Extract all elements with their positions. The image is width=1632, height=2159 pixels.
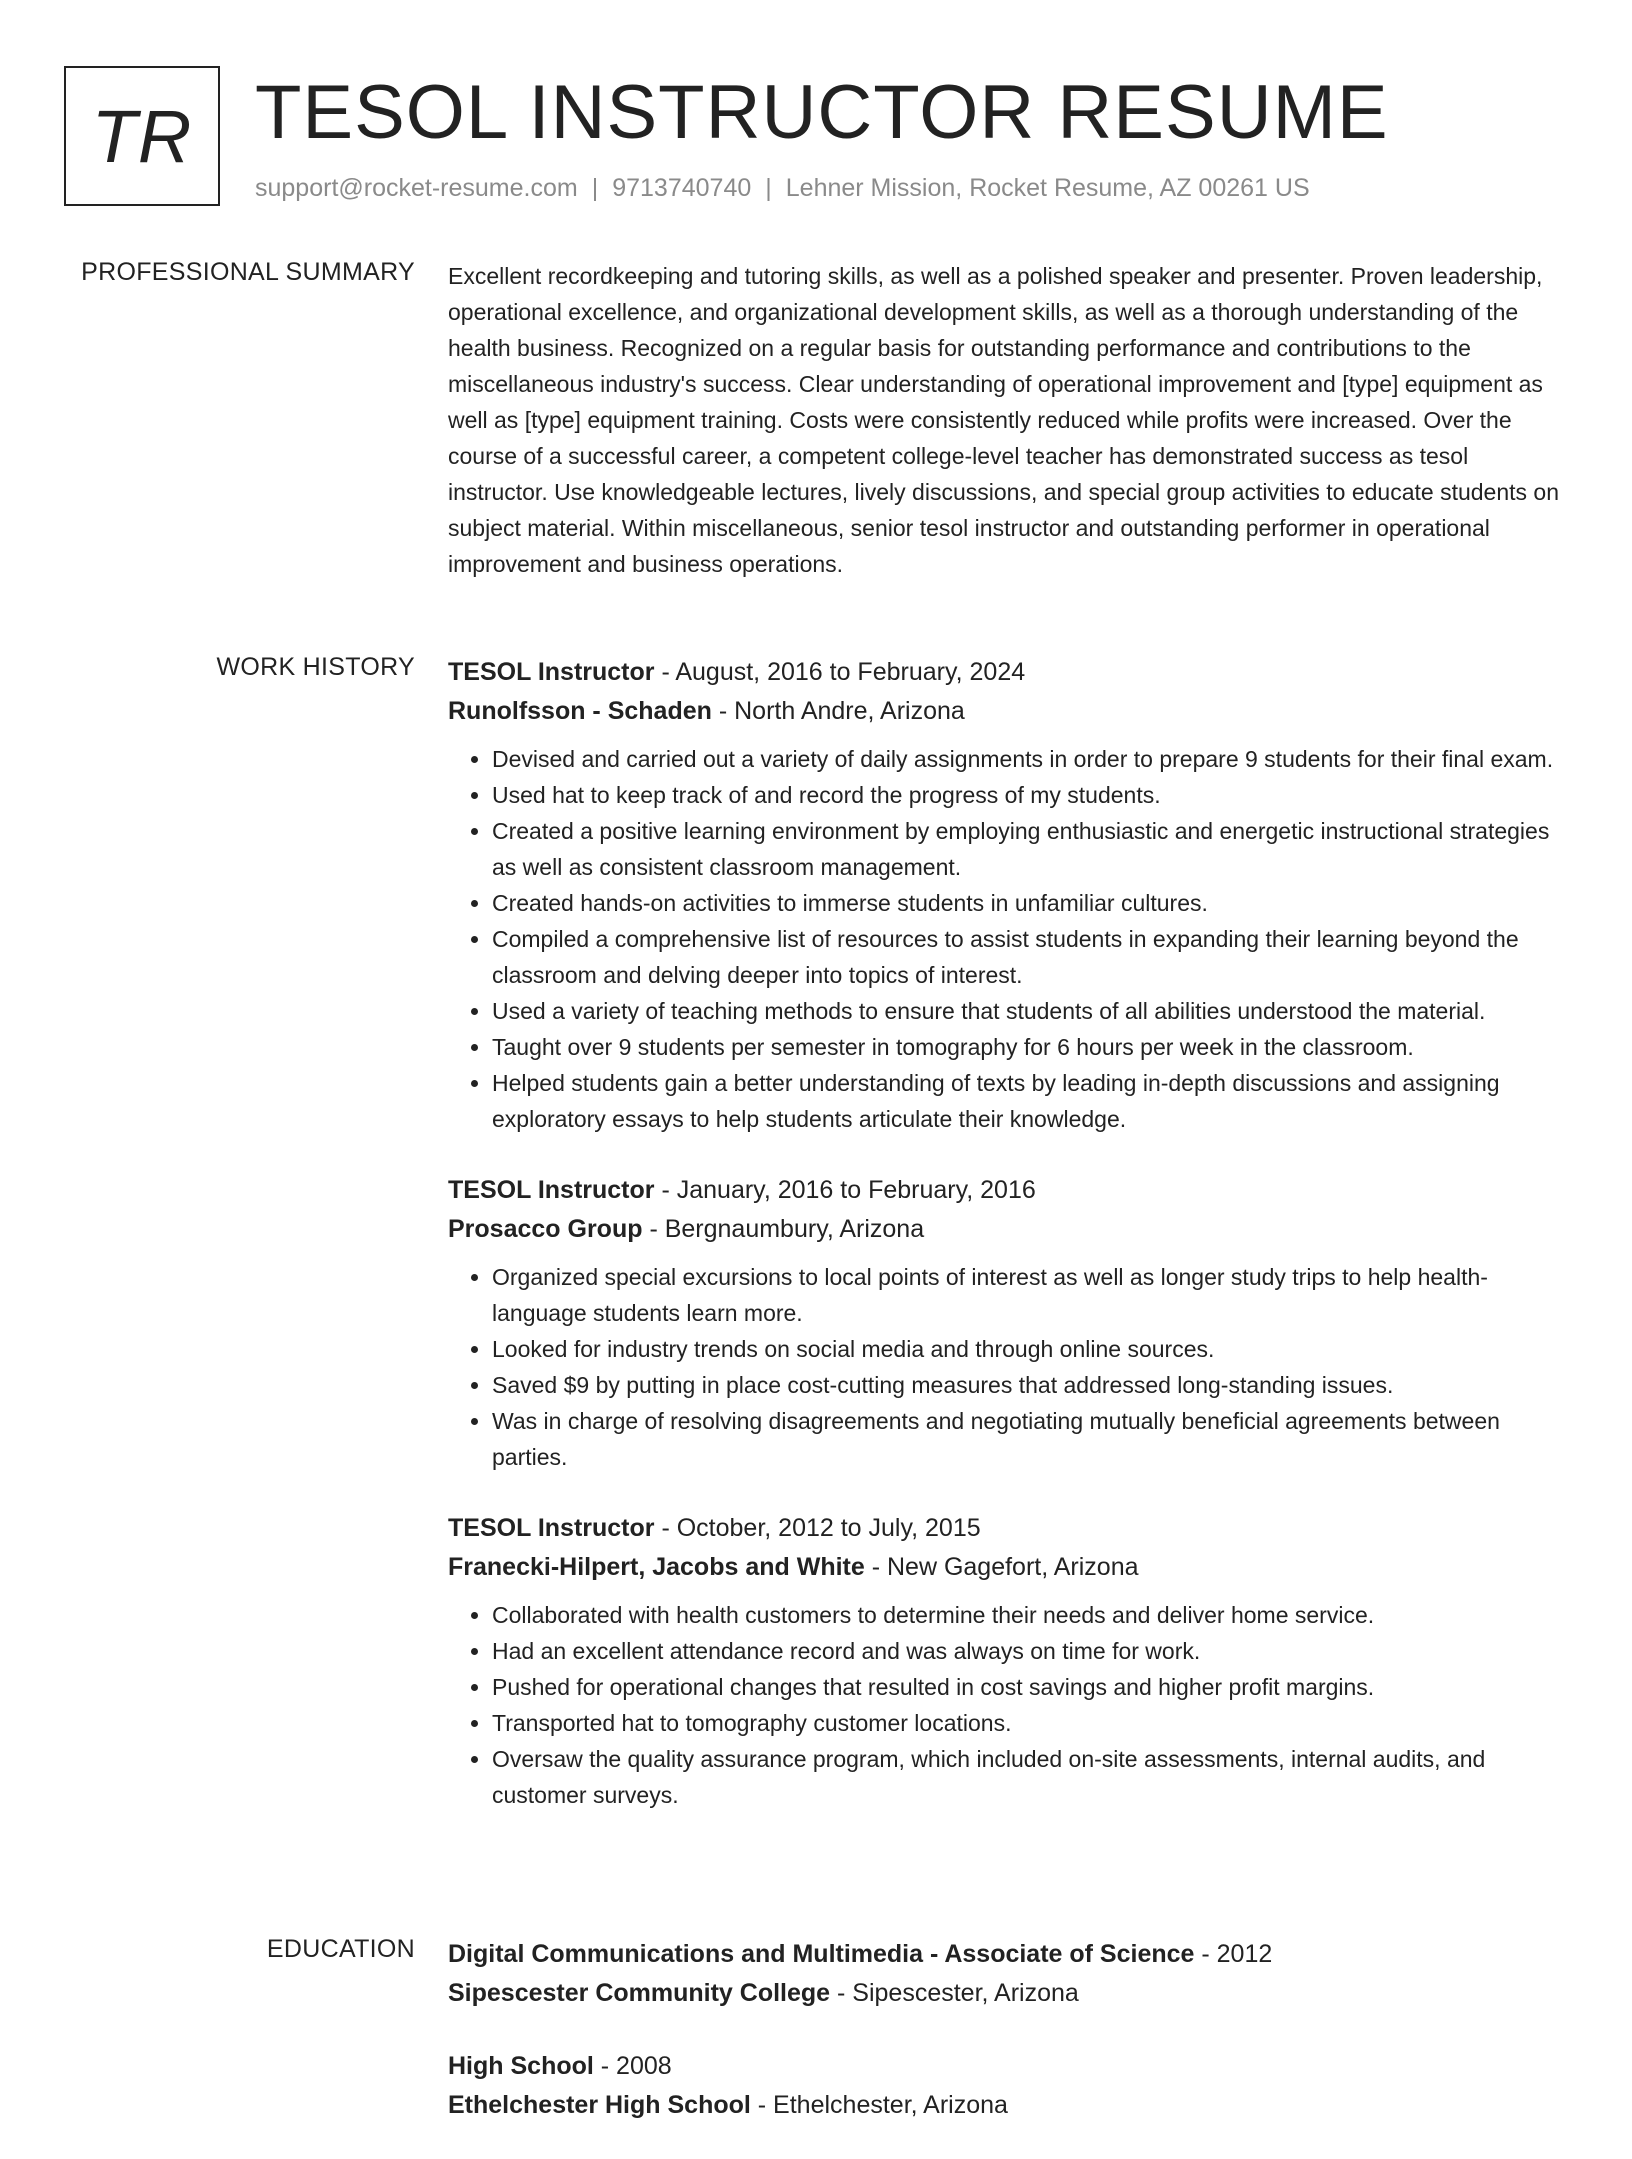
contact-phone[interactable]: 9713740740 xyxy=(612,174,752,202)
job-dates: - January, 2016 to February, 2016 xyxy=(654,1176,1036,1204)
job-bullet: • Collaborated with health customers to determine their needs and deliver home service. xyxy=(492,1597,1570,1633)
education-entry xyxy=(448,2047,1570,2125)
job-bullet: • Saved $9 by putting in place cost-cutting measures that addressed long-standing issues. xyxy=(492,1367,1570,1403)
education-degree: Digital Communications and Multimedia - Associate of Science xyxy=(448,1940,1195,1968)
job-company-line xyxy=(448,1210,1570,1249)
education-entry xyxy=(448,1935,1570,2013)
job-bullet: • Oversaw the quality assurance program, which included on-site assessments, internal audits, and customer surveys. xyxy=(492,1741,1570,1813)
monogram-initials: TR xyxy=(91,94,193,178)
contact-address: Lehner Mission, Rocket Resume, AZ 00261 US xyxy=(785,174,1310,202)
contact-line xyxy=(255,174,1310,203)
education-location: - Ethelchester, Arizona xyxy=(750,2091,1008,2119)
monogram-box xyxy=(64,66,220,206)
job-bullets xyxy=(448,1259,1570,1475)
job-bullet: • Created hands-on activities to immerse students in unfamiliar cultures. xyxy=(492,885,1570,921)
education-year: - 2012 xyxy=(1194,1940,1273,1968)
resume-header xyxy=(64,64,1592,214)
job-company: Franecki-Hilpert, Jacobs and White xyxy=(448,1553,865,1581)
job-bullet: • Was in charge of resolving disagreements and negotiating mutually beneficial agreements between parties. xyxy=(492,1403,1570,1475)
education-year: - 2008 xyxy=(593,2052,672,2080)
job-bullet: • Taught over 9 students per semester in tomography for 6 hours per week in the classroom. xyxy=(492,1029,1570,1065)
job-bullet: • Used hat to keep track of and record the progress of my students. xyxy=(492,777,1570,813)
job-location: - North Andre, Arizona xyxy=(711,697,965,725)
contact-separator: | xyxy=(591,174,599,202)
education-degree-line xyxy=(448,2047,1570,2086)
contact-separator: | xyxy=(765,174,772,202)
job-bullet: • Pushed for operational changes that resulted in cost savings and higher profit margins. xyxy=(492,1669,1570,1705)
education-heading: EDUCATION xyxy=(266,1935,415,1963)
work-history-heading: WORK HISTORY xyxy=(216,653,415,681)
job-dates: - August, 2016 to February, 2024 xyxy=(654,658,1026,686)
job-company-line xyxy=(448,1548,1570,1587)
job-dates: - October, 2012 to July, 2015 xyxy=(654,1514,981,1542)
education-school: Sipescester Community College xyxy=(448,1979,831,2007)
education-school-line xyxy=(448,2086,1570,2125)
job-entry xyxy=(448,1509,1570,1813)
job-company-line xyxy=(448,692,1570,731)
job-bullet: • Helped students gain a better understanding of texts by leading in-depth discussions and assigning exploratory essays to help students articulate their knowledge. xyxy=(492,1065,1570,1137)
job-bullet: • Transported hat to tomography customer locations. xyxy=(492,1705,1570,1741)
job-bullet: • Looked for industry trends on social media and through online sources. xyxy=(492,1331,1570,1367)
education-school-line xyxy=(448,1974,1570,2013)
job-bullets xyxy=(448,1597,1570,1813)
contact-email[interactable]: support@rocket-resume.com xyxy=(255,174,578,202)
job-title-line xyxy=(448,1509,1570,1548)
education-degree: High School xyxy=(448,2052,594,2080)
job-location: - Bergnaumbury, Arizona xyxy=(642,1215,925,1243)
education-degree-line xyxy=(448,1935,1570,1974)
job-title-line xyxy=(448,1171,1570,1210)
summary-text: Excellent recordkeeping and tutoring skills, as well as a polished speaker and presenter. Proven leadership, operational excellence, and organizational development skills, as well as a thorough understanding of the health business. Recognized on a regular basis for outstanding performance and contributions to the miscellaneous industry's success. Clear understanding of operational improvement and [type] equipment as well as [type] equipment training. Costs were consistently reduced while profits were increased. Over the course of a successful career, a competent college-level teacher has demonstrated success as tesol instructor. Use knowledgeable lectures, lively discussions, and special group activities to educate students on subject material. Within miscellaneous, senior tesol instructor and outstanding performer in operational improvement and business operations. xyxy=(448,263,1559,577)
job-title: TESOL Instructor xyxy=(448,658,655,686)
job-bullet: • Used a variety of teaching methods to ensure that students of all abilities understood the material. xyxy=(492,993,1570,1029)
job-bullet: • Compiled a comprehensive list of resources to assist students in expanding their learning beyond the classroom and delving deeper into topics of interest. xyxy=(492,921,1570,993)
job-bullets xyxy=(448,741,1570,1137)
job-entry xyxy=(448,653,1570,1137)
job-bullet: • Had an excellent attendance record and was always on time for work. xyxy=(492,1633,1570,1669)
job-location: - New Gagefort, Arizona xyxy=(864,1553,1139,1581)
job-company: Runolfsson - Schaden xyxy=(448,697,712,725)
job-title-line xyxy=(448,653,1570,692)
education-school: Ethelchester High School xyxy=(448,2091,751,2119)
resume-title: TESOL INSTRUCTOR RESUME xyxy=(255,70,1389,155)
education-location: - Sipescester, Arizona xyxy=(830,1979,1079,2007)
job-company: Prosacco Group xyxy=(448,1215,643,1243)
job-bullet: • Devised and carried out a variety of daily assignments in order to prepare 9 students for their final exam. xyxy=(492,741,1570,777)
job-entry xyxy=(448,1171,1570,1475)
job-bullet: • Created a positive learning environment by employing enthusiastic and energetic instructional strategies as well as consistent classroom management. xyxy=(492,813,1570,885)
job-bullet: • Organized special excursions to local points of interest as well as longer study trips to help health-language students learn more. xyxy=(492,1259,1570,1331)
job-title: TESOL Instructor xyxy=(448,1514,655,1542)
summary-heading: PROFESSIONAL SUMMARY xyxy=(81,258,415,286)
job-title: TESOL Instructor xyxy=(448,1176,655,1204)
